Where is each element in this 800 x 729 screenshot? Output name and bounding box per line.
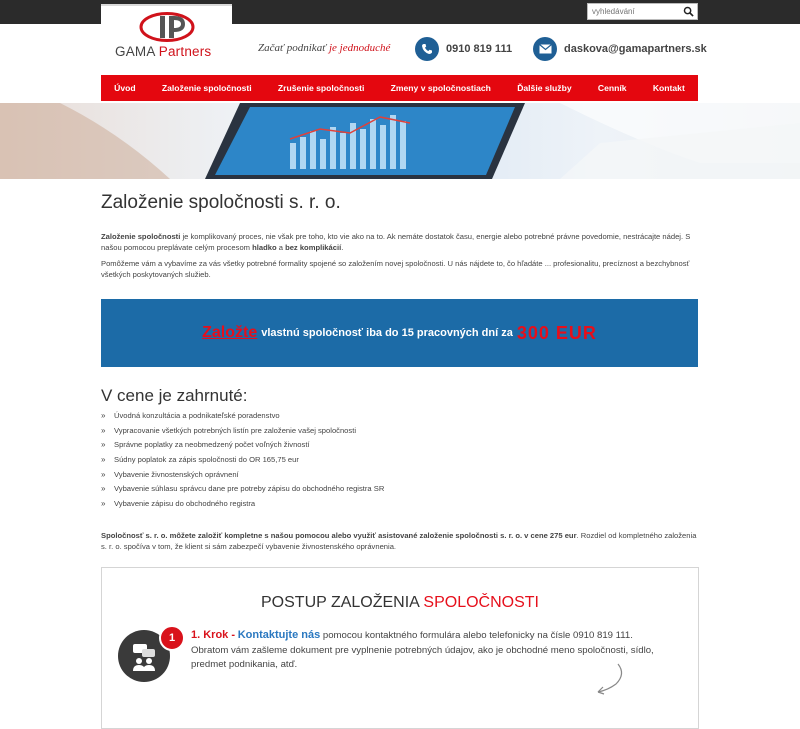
double-chevron-icon: » [101,410,106,420]
hero-image [0,103,800,179]
step-number-badge: 1 [159,625,185,651]
curved-arrow-icon [590,660,630,700]
double-chevron-icon: » [101,440,106,450]
double-chevron-icon: » [101,454,106,464]
intro-paragraph-2: Pomôžeme vám a vybavíme za vás všetky potrebné formality spojené so založením novej spoločnosti. U nás nájdete to, čo hľadáte ... profesionalitu, precíznost a bezchybnosť všetkých poskytovaných služieb. [101,259,690,279]
search-icon[interactable] [683,6,694,17]
banner-price: 300 EUR [516,322,597,343]
logo-name-a: GAMA [115,44,155,59]
search-box[interactable] [587,3,698,20]
list-item-label: Úvodná konzultácia a podnikateľské poradenstvo [114,410,280,420]
phone-number[interactable]: 0910 819 111 [446,43,513,55]
double-chevron-icon: » [101,469,106,479]
intro-bold-1: Založenie spoločnosti [101,232,181,241]
list-item [101,481,384,496]
included-list [101,408,384,511]
nav-item-zalozenie[interactable]: Založenie spoločnosti [161,83,252,93]
list-item-label: Správne poplatky za neobmedzený počet voľných živností [114,440,310,450]
banner-text: vlastnú spoločnosť iba do 15 pracovných dní za [261,327,513,339]
nav-item-uvod[interactable]: Úvod [114,83,136,93]
process-card [101,567,699,729]
process-title [102,594,698,612]
list-item [101,496,384,511]
tagline [258,42,390,54]
list-item [101,423,384,438]
nav-item-kontakt[interactable]: Kontakt [652,83,685,93]
intro-bold-2: hladko [252,243,277,252]
promo-banner [101,299,698,367]
intro-bold-3: bez komplikácií [285,243,342,252]
search-input[interactable] [592,5,680,18]
intro-text-2: a [276,243,286,252]
intro-text-1: je komplikovaný proces, nie však pre toho, kto vie ako na to. Ak nemáte dostatok času, energie alebo potrebné právne povedomie, nestrácajte nádej. S našou pomocou preplávate celým procesom [101,232,691,252]
list-item [101,452,384,467]
tagline-prefix: Začať podnikať [258,42,327,54]
list-item [101,467,384,482]
list-item-label: Súdny poplatok za zápis spoločnosti do OR 165,75 eur [114,454,299,464]
list-item-label: Vybavenie zápisu do obchodného registra [114,498,256,508]
page-title: Založenie spoločnosti s. r. o. [101,192,341,213]
email-contact[interactable] [533,37,707,61]
logo[interactable] [101,4,232,68]
envelope-icon [533,37,557,61]
pricing-note-rest: . Rozdiel od kompletného založenia s. r. o. spočíva v tom, že klient si sám zabezpečí vybavenie živnostenského oprávnenia. [101,531,697,551]
hero-tablet-illustration [0,103,800,179]
banner-highlight[interactable]: Založte [202,324,258,341]
email-address[interactable]: daskova@gamapartners.sk [564,43,707,55]
phone-contact[interactable] [415,37,512,61]
intro-text-3: . [341,243,344,252]
double-chevron-icon: » [101,484,106,494]
step-label: 1. Krok - [191,629,236,641]
nav-item-zmeny[interactable]: Zmeny v spoločnostiach [390,83,491,93]
list-item-label: Vypracovanie všetkých potrebných listín pre založenie vašej spoločnosti [114,425,357,435]
main-nav [101,75,698,101]
pricing-note-bold: Spoločnosť s. r. o. môžete založiť kompletne s našou pomocou alebo využiť asistované založenie spoločnosti s. r. o. v cene 275 eur [101,531,577,540]
list-item-label: Vybavenie súhlasu správcu dane pre potreby zápisu do obchodného registra SR [114,484,385,494]
process-title-b: SPOLOČNOSTI [423,594,539,611]
list-item [101,437,384,452]
pricing-note [101,530,698,552]
included-title: V cene je zahrnuté: [101,386,248,405]
process-title-a: POSTUP ZALOŽENIA [261,594,419,611]
tagline-highlight: je jednoduché [328,42,391,54]
logo-name-b: Partners [158,44,212,59]
intro-paragraph-1 [101,231,698,253]
phone-icon [415,37,439,61]
nav-item-dalsie-sluzby[interactable]: Ďalšie služby [517,83,572,93]
nav-item-zrusenie[interactable]: Zrušenie spoločnosti [277,83,365,93]
list-item [101,408,384,423]
double-chevron-icon: » [101,425,106,435]
list-item-label: Vybavenie živnostenských oprávnení [114,469,239,479]
contact-us-link[interactable]: Kontaktujte nás [237,629,321,641]
double-chevron-icon: » [101,498,106,508]
nav-item-cennik[interactable]: Cenník [597,83,627,93]
logo-text [115,44,211,59]
logo-mark-icon [139,12,195,42]
step-description: pomocou kontaktného formulára alebo telefonicky na čísle 0910 819 111. Obratom vám zašleme dokument pre vyplnenie potrebných údajov, ako je obchodné meno spoločnosti, sídlo, predmet podnikania, atď. [191,630,654,670]
